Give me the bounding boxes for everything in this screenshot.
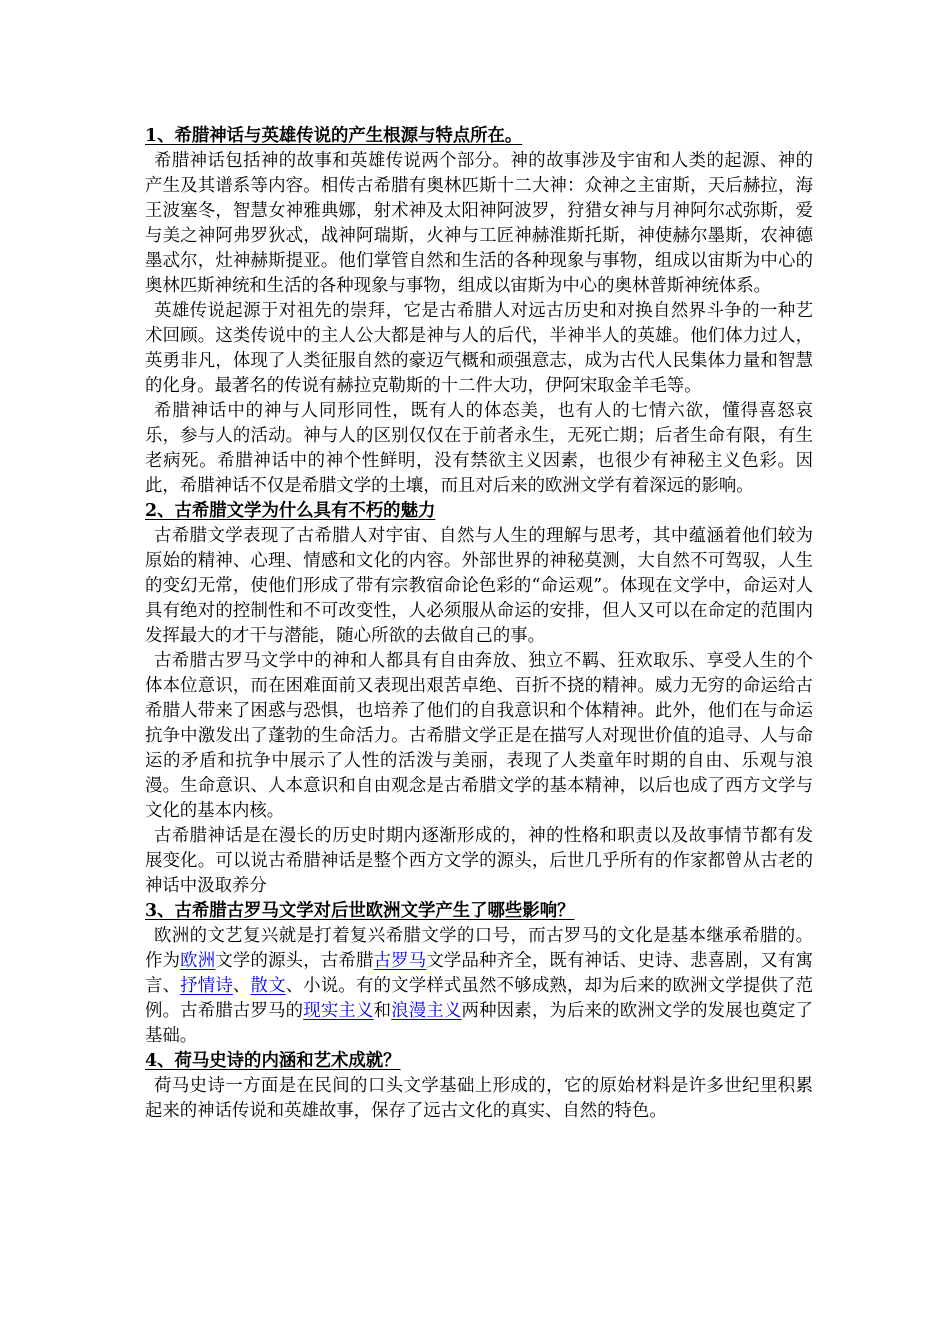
- section-3-heading: 3、古希腊古罗马文学对后世欧洲文学产生了哪些影响？: [145, 901, 575, 921]
- paragraph-text: 、小说。有的文学样式虽然不够成熟，却为后来的欧洲文学提供了范例。古希腊古罗马的: [145, 976, 813, 1021]
- section-1-paragraph-2: 英雄传说起源于对祖先的崇拜，它是古希腊人对远古历史和对换自然界斗争的一种艺术回顾。这类传说中的主人公大都是神与人的后代，半神半人的英雄。他们体力过人，英勇非凡，体现了人类征服自然的豪迈气概和顽强意志，成为古代人民集体力量和智慧的化身。最著名的传说有赫拉克勒斯的十二件大功，伊阿宋取金羊毛等。: [145, 301, 813, 396]
- section-2-paragraph-2: 古希腊古罗马文学中的神和人都具有自由奔放、独立不羁、狂欢取乐、享受人生的个体本位意识，而在困难面前又表现出艰苦卓绝、百折不挠的精神。威力无穷的命运给古希腊人带来了困惑与恐惧，也培养了他们的自我意识和个体精神。此外，他们在与命运抗争中激发出了蓬勃的生命活力。古希腊文学正是在描写人对现世价值的追寻、人与命运的矛盾和抗争中展示了人性的活泼与美丽，表现了人类童年时期的自由、乐观与浪漫。生命意识、人本意识和自由观念是古希腊文学的基本精神，以后也成了西方文学与文化的基本内核。: [145, 651, 813, 821]
- section-1-paragraph-3: 希腊神话中的神与人同形同性，既有人的体态美，也有人的七情六欲，懂得喜怒哀乐，参与人的活动。神与人的区别仅仅在于前者永生，无死亡期；后者生命有限，有生老病死。希腊神话中的神个性鲜明，没有禁欲主义因素，也很少有神秘主义色彩。因此，希腊神话不仅是希腊文学的土壤，而且对后来的欧洲文学有着深远的影响。: [145, 401, 813, 496]
- section-2-paragraph-1: 古希腊文学表现了古希腊人对宇宙、自然与人生的理解与思考，其中蕴涵着他们较为原始的精神、心理、情感和文化的内容。外部世界的神秘莫测，大自然不可驾驭，人生的变幻无常，使他们形成了带有宗教宿命论色彩的“命运观”。体现在文学中，命运对人具有绝对的控制性和不可改变性，人必须服从命运的安排，但人又可以在命定的范围内发挥最大的才干与潜能，随心所欲的去做自己的事。: [145, 526, 813, 646]
- section-1-heading: 1、希腊神话与英雄传说的产生根源与特点所在。: [145, 126, 523, 146]
- link-prose[interactable]: 散文: [250, 976, 286, 996]
- section-1-paragraph-1: 希腊神话包括神的故事和英雄传说两个部分。神的故事涉及宇宙和人类的起源、神的产生及其谱系等内容。相传古希腊有奥林匹斯十二大神：众神之主宙斯，天后赫拉，海王波塞冬，智慧女神雅典娜，射术神及太阳神阿波罗，狩猎女神与月神阿尔忒弥斯，爱与美之神阿弗罗狄忒，战神阿瑞斯，火神与工匠神赫淮斯托斯，神使赫尔墨斯，农神德墨忒尔，灶神赫斯提亚。他们掌管自然和生活的各种现象与事物，组成以宙斯为中心的奥林匹斯神统和生活的各种现象与事物，组成以宙斯为中心的奥林普斯神统体系。: [145, 151, 813, 296]
- paragraph-text: 欧洲的文艺复兴就是打着复兴希腊文学的口号，而古罗马的文化是基本继承希腊的。作为: [145, 926, 813, 971]
- paragraph-text: 两种因素，为后来的欧洲文学的发展也奠定了基础。: [145, 1001, 813, 1046]
- link-realism[interactable]: 现实主义: [303, 1001, 374, 1021]
- section-4-heading: 4、荷马史诗的内涵和艺术成就？: [145, 1051, 401, 1071]
- paragraph-text: 文学品种齐全，既有神话、史诗、悲喜剧，又有寓言、: [145, 951, 813, 996]
- paragraph-text: 和: [373, 1001, 392, 1021]
- section-2-heading: 2、古希腊文学为什么具有不朽的魅力: [145, 501, 436, 521]
- link-ancient-rome[interactable]: 古罗马: [373, 951, 427, 971]
- section-2-paragraph-3: 古希腊神话是在漫长的历史时期内逐渐形成的，神的性格和职责以及故事情节都有发展变化。可以说古希腊神话是整个西方文学的源头，后世几乎所有的作家都曾从古老的神话中汲取养分: [145, 826, 813, 896]
- section-4-paragraph-1: 荷马史诗一方面是在民间的口头文学基础上形成的，它的原始材料是许多世纪里积累起来的神话传说和英雄故事，保存了远古文化的真实、自然的特色。: [145, 1076, 813, 1121]
- document-body: [145, 124, 813, 1124]
- link-europe[interactable]: 欧洲: [180, 951, 216, 971]
- link-romanticism[interactable]: 浪漫主义: [391, 1001, 462, 1021]
- paragraph-text: 文学的源头，古希腊: [215, 951, 374, 971]
- paragraph-text: 、: [232, 976, 251, 996]
- section-3-paragraph-1: [145, 924, 813, 1049]
- link-lyric-poetry[interactable]: 抒情诗: [180, 976, 233, 996]
